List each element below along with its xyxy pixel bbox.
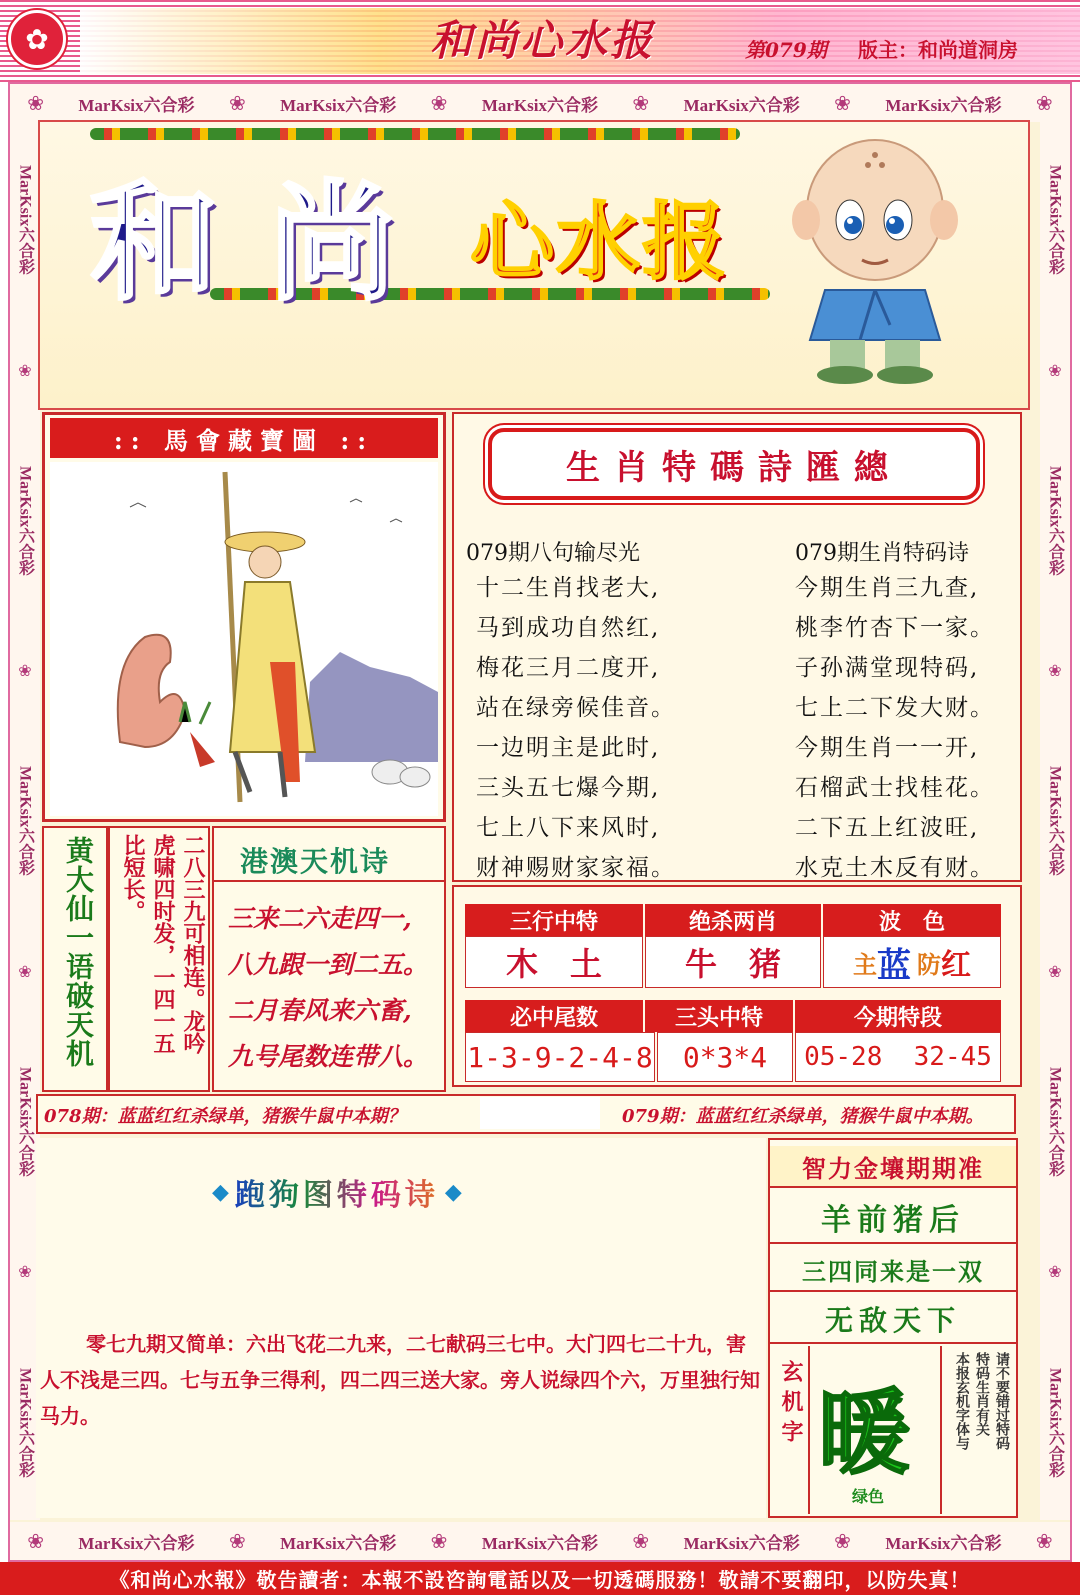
- zhili-title: 智力金壤期期准: [770, 1146, 1016, 1188]
- flower-icon: ❀: [15, 1262, 35, 1282]
- stats-header: 今期特段: [795, 1000, 1001, 1032]
- xuanji-char: 暖: [818, 1379, 911, 1487]
- poem-line: 水克土木反有财。: [795, 855, 995, 881]
- poem-line: 子孙满堂现特码,: [795, 655, 980, 681]
- flower-icon: ❀: [15, 961, 35, 981]
- poem-line: 财神赐财家家福。: [476, 855, 676, 881]
- huang-col3: 比短长。: [120, 834, 146, 922]
- huang-label: 黄大仙一语破天机: [62, 836, 95, 1068]
- watermark-top: ❀ MarKsix六合彩 ❀ MarKsix六合彩 ❀ MarKsix六合彩 ❀ MarKsix六合彩 ❀ MarKsix六合彩 ❀: [10, 84, 1070, 122]
- flower-icon: ❀: [632, 1529, 650, 1553]
- zhili-line3: 无敌天下: [770, 1296, 1016, 1344]
- header-title-sub: 心水报: [470, 192, 729, 291]
- huang-col2: 虎啸四时发，一四一五: [150, 834, 176, 1054]
- zhili-line2: 三四同来是一双: [770, 1248, 1016, 1292]
- flower-icon: ❀: [1045, 661, 1065, 681]
- poem-line: 梅花三月二度开,: [476, 655, 661, 681]
- watermark-left: MarKsix六合彩 ❀ MarKsix六合彩 ❀ MarKsix六合彩 ❀ MarKsix六合彩 ❀ MarKsix六合彩: [10, 122, 40, 1520]
- paoma-title: 跑狗图特码诗: [229, 1170, 445, 1214]
- stats-value: 木 土: [465, 936, 643, 988]
- poem-line: 石榴武士找桂花。: [795, 775, 995, 801]
- stats-header: 波 色: [823, 904, 1001, 936]
- poem-left-head: 079期八句输尽光: [466, 541, 640, 566]
- flower-icon: ❀: [430, 1529, 448, 1553]
- monk-mascot-icon: [790, 125, 960, 385]
- xuanji-note1: 请不要错过特码: [994, 1352, 1010, 1450]
- xuanji-label: 玄机字: [778, 1360, 804, 1450]
- wave-main-label: 主: [853, 949, 877, 979]
- editor-name: 版主：和尚道洞房: [858, 38, 1018, 62]
- poem-right-lines: [795, 568, 995, 888]
- divider: [212, 880, 446, 882]
- head-numbers: 0*3*4: [657, 1032, 793, 1082]
- gangao-line: 八九跟一到二五。: [228, 950, 429, 979]
- gangao-lines: [228, 896, 428, 1080]
- poem-line: 二下五上红波旺,: [795, 815, 980, 841]
- stats-header: 必中尾数: [465, 1000, 643, 1032]
- footer-notice: 《和尚心水報》敬告讀者：本報不設咨詢電話以及一切透碼服務！敬請不要翻印，以防失真！: [0, 1562, 1080, 1595]
- paoma-title-wrap: [212, 1170, 462, 1214]
- xuanji-note2: 特码生肖有关: [974, 1352, 990, 1436]
- history-prev: 078期：蓝蓝红红杀绿单，猪猴牛鼠中本期？: [44, 1106, 406, 1127]
- flower-icon: ❀: [1035, 91, 1053, 115]
- flower-icon: ❀: [27, 91, 44, 115]
- flower-icon: ❀: [632, 91, 650, 115]
- flower-icon: ❀: [430, 91, 448, 115]
- wave-guard: 红: [941, 948, 971, 983]
- tail-numbers: 1-3-9-2-4-8: [465, 1032, 655, 1082]
- masthead-title: 和尚心水报: [430, 16, 656, 65]
- poem-line: 今期生肖三九查,: [795, 575, 980, 601]
- flower-icon: ❀: [15, 360, 35, 380]
- poem-left-lines: [476, 568, 676, 888]
- history-curr: 079期：蓝蓝红红杀绿单，猪猴牛鼠中本期。: [622, 1106, 984, 1127]
- history-blank: [480, 1097, 600, 1129]
- poem-line: 三头五七爆今期,: [476, 775, 661, 801]
- flower-icon: ❀: [834, 91, 851, 115]
- flower-icon: ❀: [834, 1529, 851, 1553]
- diamond-icon: ◆: [212, 1179, 229, 1205]
- stats-header: 三头中特: [645, 1000, 793, 1032]
- paoma-body: 零七九期又简单：六出飞花二九来，二七献码三七中。大门四七二十九，害人不浅是三四。七与五争三得利，四二四三送大家。旁人说绿四个六，万里独行知马力。: [40, 1332, 760, 1428]
- wave-color-cell: [823, 936, 1001, 988]
- huang-col1: 二八三九可相连。龙吟: [180, 834, 206, 1054]
- flower-icon: ❀: [27, 1529, 44, 1553]
- xuanji-note3: 本报玄机字体与: [954, 1352, 970, 1450]
- flower-icon: ❀: [1045, 961, 1065, 981]
- flower-icon: ❀: [1035, 1529, 1053, 1553]
- flower-icon: ❀: [228, 91, 246, 115]
- xuanji-color: 绿色: [852, 1487, 885, 1506]
- stats-value: 牛 猪: [645, 936, 821, 988]
- issue-number: 第079期: [745, 38, 827, 62]
- gangao-line: 二月春风来六畜,: [228, 996, 412, 1025]
- header-title-main: 和尚: [90, 168, 447, 318]
- stats-header: 三行中特: [465, 904, 643, 936]
- poem-right-head: 079期生肖特码诗: [795, 541, 969, 566]
- poem-line: 桃李竹杏下一家。: [795, 615, 995, 641]
- scholar-illustration: [50, 462, 438, 816]
- bauhinia-logo-icon: ✿: [8, 10, 66, 68]
- treasure-map-title: :: 馬會藏寶圖 ::: [50, 418, 438, 458]
- poem-line: 七上八下来风时,: [476, 815, 661, 841]
- range-numbers: 05-28 32-45: [795, 1032, 1001, 1082]
- gangao-title: 港澳天机诗: [240, 845, 391, 878]
- poem-line: 马到成功自然红,: [476, 615, 661, 641]
- diamond-icon: ◆: [444, 1179, 462, 1205]
- gangao-line: 九号尾数连带八。: [228, 1042, 429, 1071]
- wave-guard-label: 防: [917, 949, 941, 979]
- poem-title: 生肖特碼詩匯總: [488, 428, 980, 500]
- watermark-bottom: ❀ MarKsix六合彩 ❀ MarKsix六合彩 ❀ MarKsix六合彩 ❀ MarKsix六合彩 ❀ MarKsix六合彩 ❀: [10, 1522, 1070, 1560]
- poem-line: 今期生肖一一开,: [795, 735, 980, 761]
- stats-header: 绝杀两肖: [645, 904, 821, 936]
- poem-line: 十二生肖找老大,: [476, 575, 661, 601]
- flower-icon: ❀: [228, 1529, 246, 1553]
- flower-icon: ❀: [15, 661, 35, 681]
- flower-icon: ❀: [1045, 360, 1065, 380]
- poem-line: 站在绿旁候佳音。: [476, 695, 676, 721]
- vine-decoration: [90, 128, 740, 140]
- poem-line: 一边明主是此时,: [476, 735, 661, 761]
- flower-icon: ❀: [1045, 1262, 1065, 1282]
- zhili-line1: 羊前猪后: [770, 1192, 1016, 1244]
- wave-main: 蓝: [877, 945, 911, 986]
- gangao-line: 三来二六走四一,: [228, 904, 412, 933]
- watermark-right: MarKsix六合彩 ❀ MarKsix六合彩 ❀ MarKsix六合彩 ❀ MarKsix六合彩 ❀ MarKsix六合彩: [1040, 122, 1070, 1520]
- poem-line: 七上二下发大财。: [795, 695, 995, 721]
